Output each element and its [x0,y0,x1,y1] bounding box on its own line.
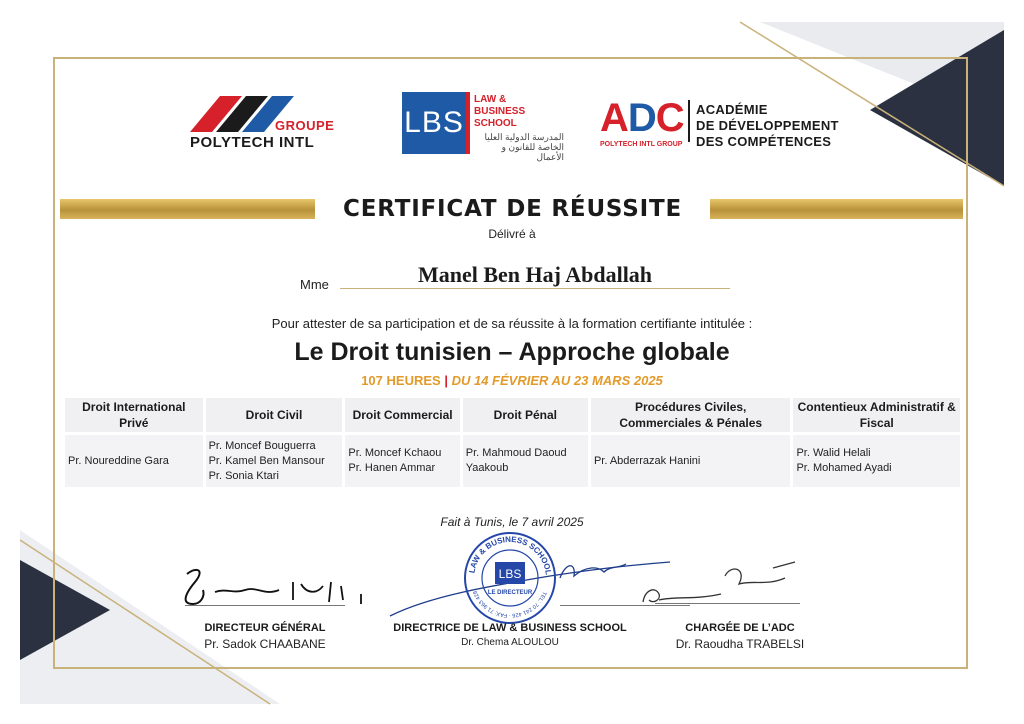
title-band-right [710,199,963,219]
professor-name: Pr. Walid Helali [796,447,871,459]
professors-cell [206,435,343,487]
intro-text: Pour attester de sa participation et de sa réussite à la formation certifiante intitulée : [271,316,753,331]
module-header: Droit Commercial [345,398,459,432]
signature-director-general [175,560,375,616]
adc-name: ACADÉMIE DE DÉVELOPPEMENT DES COMPÉTENCES [696,102,839,149]
course-title: Le Droit tunisien – Approche globale [294,338,730,366]
lbs-arabic-name: المدرسة الدولية العليا الخاصة للقانون و الأعمال [484,132,564,162]
signature-line-lbs-director [560,605,690,606]
professors-cell [591,435,791,487]
course-dates: DU 14 FÉVRIER AU 23 MARS 2025 [451,373,663,388]
signature-line-director-general [185,605,345,606]
delivered-label: Délivré à [488,227,536,241]
module-header: Procédures Civiles, Commerciales & Pénales [591,398,791,432]
professors-row [65,435,960,487]
recipient-name: Manel Ben Haj Abdallah [417,262,653,287]
polytech-group-label: GROUPE [275,118,335,133]
certificate-title: CERTIFICAT DE RÉUSSITE [343,196,682,222]
adc-logo [600,98,860,158]
stamp-label: LE DIRECTEUR [487,590,533,596]
professor-name: Pr. Mohamed Ayadi [796,462,892,474]
professor-name: Pr. Moncef Bouguerra [208,439,316,452]
modules-table [62,395,963,490]
lbs-stamp [462,530,558,626]
signatory-lbs-director [380,622,640,648]
lbs-logo [402,92,564,162]
modules-header-row [65,398,960,432]
lbs-name: LAW & BUSINESS SCHOOL [474,94,526,129]
signature-line-adc [655,603,800,604]
stamp-ring-text: LAW & BUSINESS SCHOOL [467,534,553,576]
course-duration [0,373,1024,388]
professors-cell [463,435,588,487]
polytech-logo [190,96,340,154]
hours-label: 107 HEURES [361,373,441,388]
signatory-name: Pr. Sadok CHAABANE [204,637,326,651]
hours-separator: | [444,373,448,388]
module-header: Droit Pénal [463,398,588,432]
module-header: Droit Civil [206,398,343,432]
professors-cell [793,435,960,487]
professor-name: Pr. Hanen Ammar [348,462,436,474]
stamp-phone: TEL: 70 241 426 · FAX: 71 963 428 [472,589,548,619]
professor-name: Pr. Mahmoud Daoud Yaakoub [465,447,567,474]
module-header: Droit International Privé [65,398,203,432]
module-header: Contentieux Administratif & Fiscal [793,398,960,432]
signatory-name: Dr. Raoudha TRABELSI [675,637,805,651]
professor-name: Pr. Sonia Ktari [208,469,279,482]
recipient-underline [340,288,730,289]
signatory-title: CHARGÉE DE L’ADC [685,622,795,634]
signatory-name: Dr. Chema ALOULOU [461,637,559,648]
signatory-title: DIRECTEUR GÉNÉRAL [204,622,326,634]
stamp-mark: LBS [498,567,522,581]
signature-adc [635,556,815,616]
adc-separator [688,100,690,142]
professor-name: Pr. Abderrazak Hanini [593,454,701,467]
title-box [315,192,710,226]
professors-cell [345,435,459,487]
lbs-mark: LBS [402,92,466,154]
professors-cell [65,435,203,487]
professor-name: Pr. Noureddine Gara [68,454,169,467]
polytech-name: POLYTECH INTL [190,134,315,151]
signatory-director-general [170,622,360,651]
professor-name: Pr. Moncef Kchaou [348,447,442,459]
adc-subtitle: POLYTECH INTL GROUP [600,141,683,148]
title-band-left [60,199,315,219]
lbs-red-bar [466,92,470,154]
place-and-date: Fait à Tunis, le 7 avril 2025 [440,515,584,529]
signatory-adc [640,622,840,651]
adc-letters: ADC [600,96,684,140]
signatory-title: DIRECTRICE DE LAW & BUSINESS SCHOOL [393,622,627,634]
professor-name: Pr. Kamel Ben Mansour [208,454,325,467]
salutation: Mme [300,277,329,292]
